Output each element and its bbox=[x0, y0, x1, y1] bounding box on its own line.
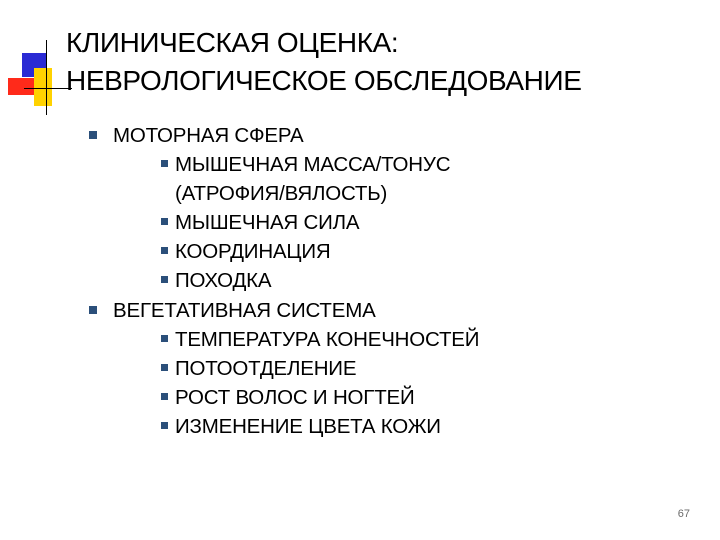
title-line-1: КЛИНИЧЕСКАЯ ОЦЕНКА: bbox=[66, 27, 399, 58]
list-item-continuation: (АТРОФИЯ/ВЯЛОСТЬ) bbox=[175, 182, 388, 205]
bullet-square-icon bbox=[161, 335, 168, 342]
bullet-square-icon bbox=[161, 247, 168, 254]
bullet-square-icon bbox=[161, 393, 168, 400]
list-item: КООРДИНАЦИЯ bbox=[175, 240, 331, 263]
title-line-2: НЕВРОЛОГИЧЕСКОЕ ОБСЛЕДОВАНИЕ bbox=[66, 65, 582, 96]
decor-horizontal-line bbox=[24, 88, 72, 89]
bullet-square-icon bbox=[89, 131, 97, 139]
section-vegetative-label: ВЕГЕТАТИВНАЯ СИСТЕМА bbox=[113, 299, 376, 322]
list-item: МЫШЕЧНАЯ МАССА/ТОНУС bbox=[175, 153, 451, 176]
page-number: 67 bbox=[677, 508, 690, 520]
list-item: ТЕМПЕРАТУРА КОНЕЧНОСТЕЙ bbox=[175, 328, 480, 351]
section-motor-label: МОТОРНАЯ СФЕРА bbox=[113, 124, 304, 147]
bullet-square-icon bbox=[161, 364, 168, 371]
bullet-square-icon bbox=[161, 218, 168, 225]
slide-title bbox=[66, 24, 582, 100]
decor-yellow-square bbox=[34, 68, 52, 106]
bullet-square-icon bbox=[89, 306, 97, 314]
decor-vertical-line bbox=[46, 40, 47, 115]
bullet-square-icon bbox=[161, 276, 168, 283]
list-item: ПОХОДКА bbox=[175, 269, 272, 292]
list-item: ПОТООТДЕЛЕНИЕ bbox=[175, 357, 357, 380]
bullet-square-icon bbox=[161, 422, 168, 429]
list-item: РОСТ ВОЛОС И НОГТЕЙ bbox=[175, 386, 415, 409]
bullet-square-icon bbox=[161, 160, 168, 167]
list-item: ИЗМЕНЕНИЕ ЦВЕТА КОЖИ bbox=[175, 415, 441, 438]
list-item: МЫШЕЧНАЯ СИЛА bbox=[175, 211, 360, 234]
